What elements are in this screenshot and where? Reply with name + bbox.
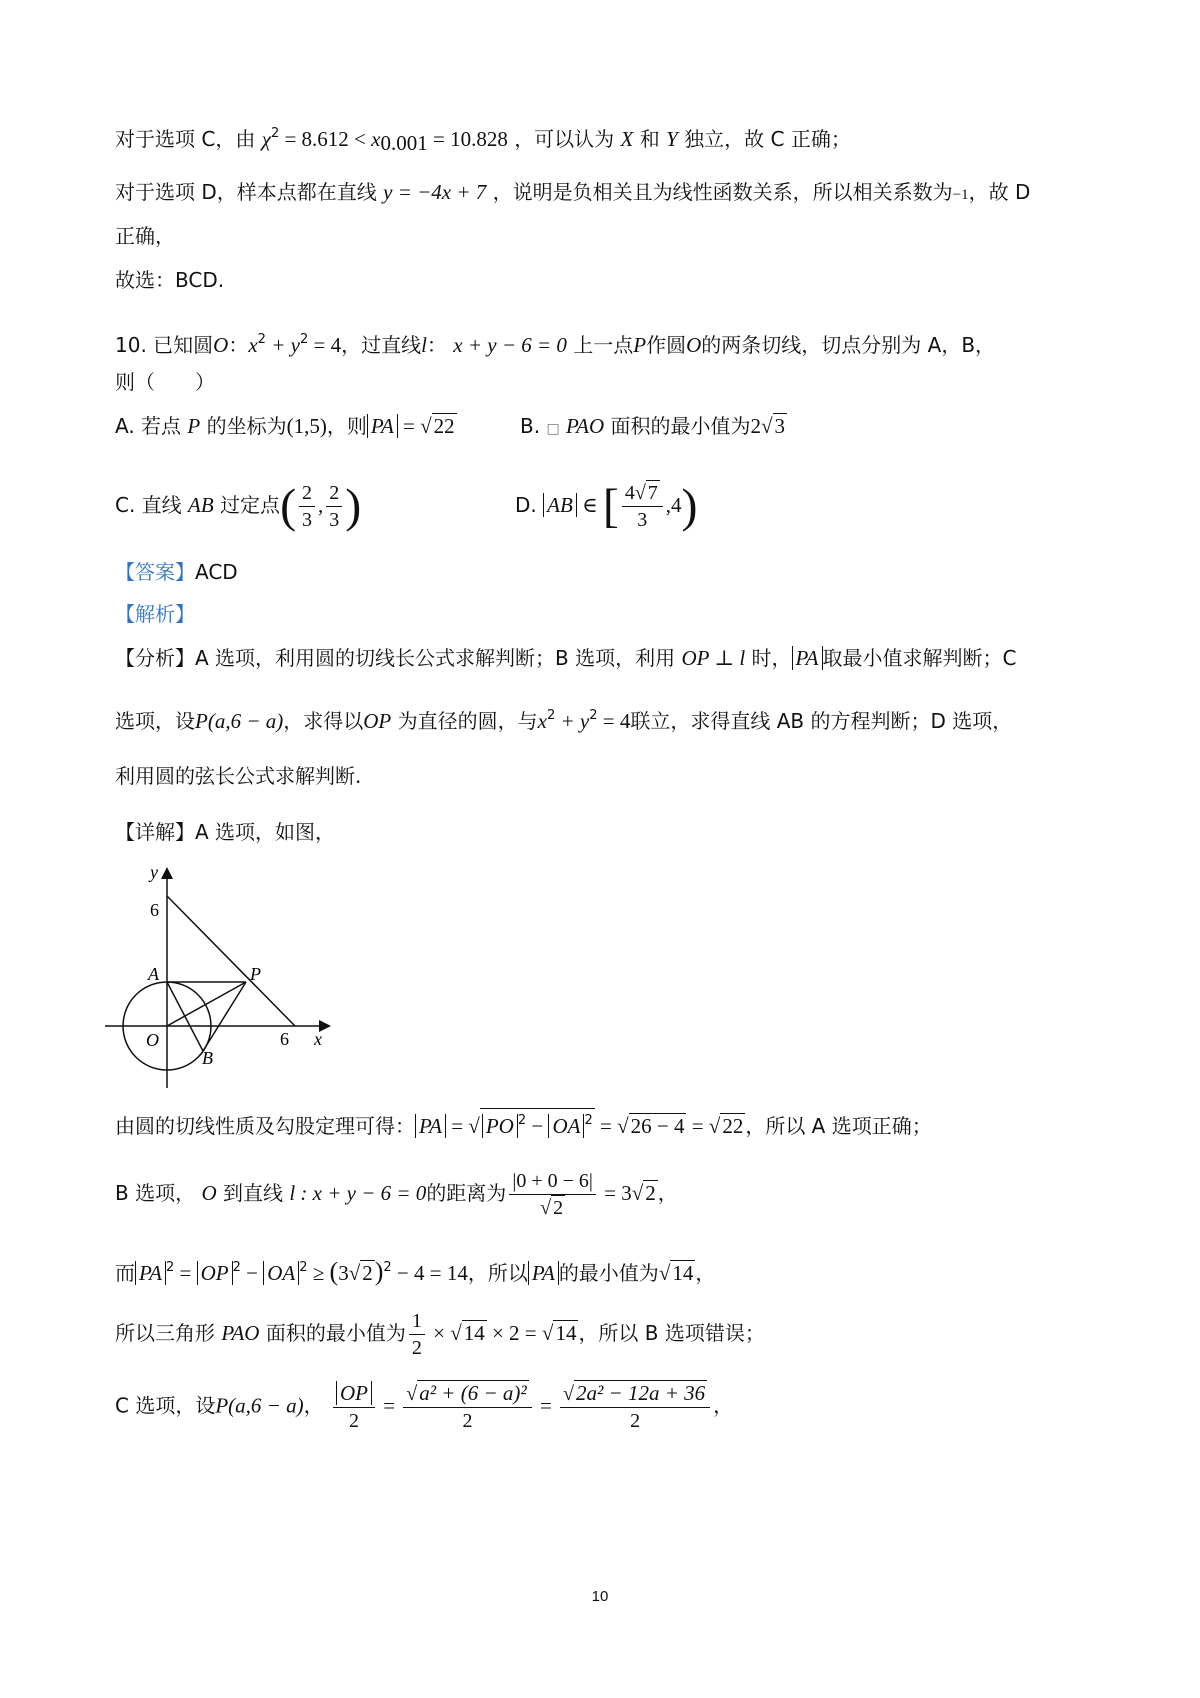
abs-PA: PA	[792, 646, 823, 670]
math: −	[526, 1114, 549, 1138]
text: 的两条切线，切点分别为 A，B，	[701, 333, 996, 357]
text: ，所以 B 选项错误；	[578, 1321, 765, 1345]
math: P(a,6 − a)	[195, 709, 284, 733]
math: =	[594, 1114, 618, 1138]
math: ×	[427, 1321, 451, 1345]
text: 的最小值为	[558, 1261, 659, 1285]
text: B 选项，	[115, 1181, 196, 1205]
text: 联立，求得直线 AB 的方程判断；D 选项，	[630, 709, 1013, 733]
text: 而	[115, 1261, 135, 1285]
abs-PO: PO	[482, 1114, 518, 1138]
chi-symbol: χ	[261, 127, 271, 151]
answer-tag: 【答案】	[115, 560, 195, 584]
math: ∈	[576, 493, 603, 517]
text: ，	[657, 1181, 678, 1205]
x-tick: 6	[280, 1029, 289, 1049]
sqrt: 14	[463, 1321, 485, 1345]
var: O	[201, 1181, 217, 1205]
text: ，说明是负相关且为线性函数关系，所以相关系数为	[492, 180, 953, 204]
text: 所以三角形	[115, 1321, 215, 1345]
math: −	[240, 1261, 264, 1285]
math: −1	[952, 187, 969, 203]
var: l	[421, 333, 427, 357]
var: AB	[188, 493, 214, 517]
solution-a: 由圆的切线性质及勾股定理可得： PA = √ PO $^2$ − OA $^2$ = √26 − 4 = √22 ，所以 A 选项正确；	[115, 1108, 932, 1140]
detail-intro: 【详解】A 选项，如图，	[115, 820, 336, 844]
sqrt: 2	[362, 1261, 373, 1285]
text: 上一点	[573, 333, 634, 357]
fraction: $\frac{\text{√2a² − 12a + 36}}{2}$	[560, 1380, 710, 1434]
abs-PA: PA	[415, 1114, 446, 1138]
math: =	[174, 1261, 197, 1285]
var: P	[187, 414, 201, 438]
sqrt: 26 − 4	[630, 1114, 685, 1138]
text: ：	[228, 333, 249, 357]
text: C 选项，设	[115, 1393, 216, 1418]
text: C. 直线	[115, 493, 182, 517]
abs-PA: PA	[528, 1261, 559, 1285]
analysis-tag	[115, 600, 195, 628]
text: 独立，故 C 正确；	[684, 127, 851, 151]
math: x	[537, 709, 547, 733]
fraction: $\frac{OP}{2}$	[333, 1381, 375, 1434]
text: 取最小值求解判断；C	[822, 646, 1017, 670]
text: A. 若点	[115, 414, 182, 438]
var-Y: Y	[666, 127, 678, 151]
sqrt-3: 3	[774, 414, 786, 438]
line-choose: 故选：BCD.	[115, 268, 225, 292]
abs-PA: PA	[367, 414, 398, 438]
text: 到直线	[222, 1181, 283, 1205]
sqrt: 14	[672, 1261, 694, 1285]
text: 对于选项 C，由	[115, 127, 256, 151]
math: x + y − 6 = 0	[453, 333, 567, 357]
math: P(a,6 − a)	[215, 1393, 304, 1418]
fraction: $\frac{4√ 7}{3}$	[622, 480, 663, 533]
line-option-d	[115, 178, 1030, 209]
math: ≥	[307, 1261, 330, 1285]
segment-AB	[167, 982, 203, 1051]
text: ，则	[326, 414, 367, 438]
math: (1,5)	[286, 414, 327, 438]
missing-glyph: □	[546, 421, 560, 437]
fraction: $\frac{1}{2}$	[409, 1308, 425, 1361]
text: 作圆	[646, 333, 687, 357]
math: ,4	[665, 493, 682, 517]
var-X: X	[620, 127, 634, 151]
math: = 8.612 <	[279, 127, 372, 151]
math: 3	[338, 1261, 349, 1285]
fraction: $\frac{2}{3}$	[326, 480, 342, 533]
answer-value: ACD	[195, 560, 238, 584]
math: l : x + y − 6 = 0	[289, 1181, 427, 1205]
text: B.	[520, 414, 547, 438]
text: 10. 已知圆	[115, 333, 214, 357]
text: 时，	[751, 646, 792, 670]
math: =	[534, 1393, 558, 1418]
option-d: D. AB ∈ [ $\frac{4√ 7}{3}$ ,4)	[515, 479, 698, 533]
text: ，可以认为	[514, 127, 615, 151]
question-10: 10. 已知圆O：$x^2 + y^2 = 4$，过直线l： x + y − 6 = 0 上一点P作圆O的两条切线，切点分别为 A，B，	[115, 332, 996, 357]
text: ，故 D	[968, 180, 1031, 204]
text: ：	[426, 333, 447, 357]
option-c: C. 直线 AB 过定点( $\frac{2}{3}$ , $\frac{2}{3}$ )	[115, 479, 362, 533]
math: = 4	[597, 709, 631, 733]
math: =	[397, 414, 421, 438]
option-b: B. □ PAO 面积的最小值为2√3	[520, 414, 786, 438]
text: D.	[515, 493, 544, 517]
text: ，	[695, 1261, 716, 1285]
text: 面积的最小值为	[610, 414, 751, 438]
option-a: A. 若点 P 的坐标为(1,5)，则 PA = √22	[115, 414, 455, 438]
analysis-line-3: 利用圆的弦长公式求解判断.	[115, 764, 362, 788]
sqrt: 2	[645, 1181, 656, 1205]
text: ，所以 A 选项正确；	[745, 1114, 932, 1138]
math: = 10.828	[427, 127, 508, 151]
sqrt-22: 22	[433, 414, 455, 438]
fraction: $\frac{2}{3}$	[299, 480, 315, 533]
text: 和	[639, 127, 660, 151]
answer	[115, 558, 238, 586]
math: × 2 =	[486, 1321, 542, 1345]
fraction: $\frac{\text{√a² + (6 − a)²}}{2}$	[403, 1380, 531, 1434]
line-correct: 正确，	[115, 224, 175, 248]
var: O	[686, 333, 702, 357]
text: 选项，设	[115, 709, 195, 733]
var: PAO	[221, 1321, 260, 1345]
abs-PA: PA	[135, 1261, 166, 1285]
text: 面积的最小值为	[265, 1321, 406, 1345]
geometry-figure-detail	[100, 858, 360, 1098]
analysis-line-2: 选项，设P(a,6 − a)，求得以OP 为直径的圆，与$x^2 + y^2 = 4$联立，求得直线 AB 的方程判断；D 选项，	[115, 708, 1013, 733]
point-B-label: B	[202, 1048, 213, 1068]
math: x	[248, 333, 258, 357]
text: ，求得以	[283, 709, 364, 733]
math-line-eq: y = −4x + 7	[383, 180, 487, 204]
math: OP	[363, 709, 392, 733]
math-x: x	[371, 127, 381, 151]
text: ，所以	[467, 1261, 528, 1285]
var: O	[213, 333, 229, 357]
text: 过定点	[220, 493, 281, 517]
text: ，	[303, 1393, 324, 1418]
math: =	[377, 1393, 401, 1418]
abs-OA: OA	[263, 1261, 299, 1285]
solution-b-area: 所以三角形 PAO 面积的最小值为 $\frac{1}{2}$ × √14 × 2 = √14 ，所以 B 选项错误；	[115, 1310, 765, 1359]
analysis-line-1	[115, 644, 1016, 672]
solution-b-min: 而 PA $^2$ = OP $^2$ − OA $^2 \ge (3√2)^2 - 4 = 14$，所以 PA 的最小值为√14 ，	[115, 1257, 716, 1286]
math: + y	[555, 709, 590, 733]
math: =	[445, 1114, 469, 1138]
var: P	[633, 333, 647, 357]
line-option-c-chi	[115, 120, 851, 157]
text: 为直径的圆，与	[397, 709, 538, 733]
math: = 4	[308, 333, 342, 357]
var: PAO	[566, 414, 605, 438]
point-O-label: O	[146, 1030, 159, 1050]
math: 2	[750, 414, 762, 438]
text: ，	[713, 1393, 734, 1418]
solution-c	[115, 1380, 733, 1434]
y-tick: 6	[150, 900, 159, 920]
sqrt: 22	[722, 1114, 744, 1138]
text: 的坐标为	[206, 414, 287, 438]
y-label: y	[150, 862, 158, 882]
math: OP ⊥ l	[681, 646, 746, 670]
sub: 0.001	[380, 131, 428, 155]
math: + y	[265, 333, 300, 357]
math: =	[686, 1114, 709, 1138]
text: 【分析】A 选项，利用圆的切线长公式求解判断；B 选项，利用	[115, 646, 676, 670]
sup: 2	[270, 126, 280, 141]
page-number: 10	[591, 1588, 609, 1605]
math: − 4 = 14	[391, 1261, 468, 1285]
math: = 3	[598, 1181, 632, 1205]
x-label: x	[314, 1029, 322, 1049]
text: 对于选项 D，样本点都在直线	[115, 180, 377, 204]
text: 的距离为	[426, 1181, 507, 1205]
analysis-label: 【解析】	[115, 602, 195, 626]
abs-AB: AB	[543, 493, 577, 517]
sqrt: 14	[555, 1321, 577, 1345]
solution-b-distance: B 选项， O 到直线 l : x + y − 6 = 0的距离为 $\frac{|0 + 0 - 6|}{√ 2}$ = 3√2 ，	[115, 1170, 678, 1219]
point-P-label: P	[250, 964, 261, 984]
fraction: $\frac{|0 + 0 - 6|}{√ 2}$	[509, 1168, 596, 1221]
abs-OA: OA	[548, 1114, 584, 1138]
question-then: 则（ ）	[115, 370, 215, 394]
abs-OP: OP	[197, 1261, 233, 1285]
point-A-label: A	[148, 964, 159, 984]
text: ，过直线	[341, 333, 422, 357]
text: 由圆的切线性质及勾股定理可得：	[115, 1114, 415, 1138]
